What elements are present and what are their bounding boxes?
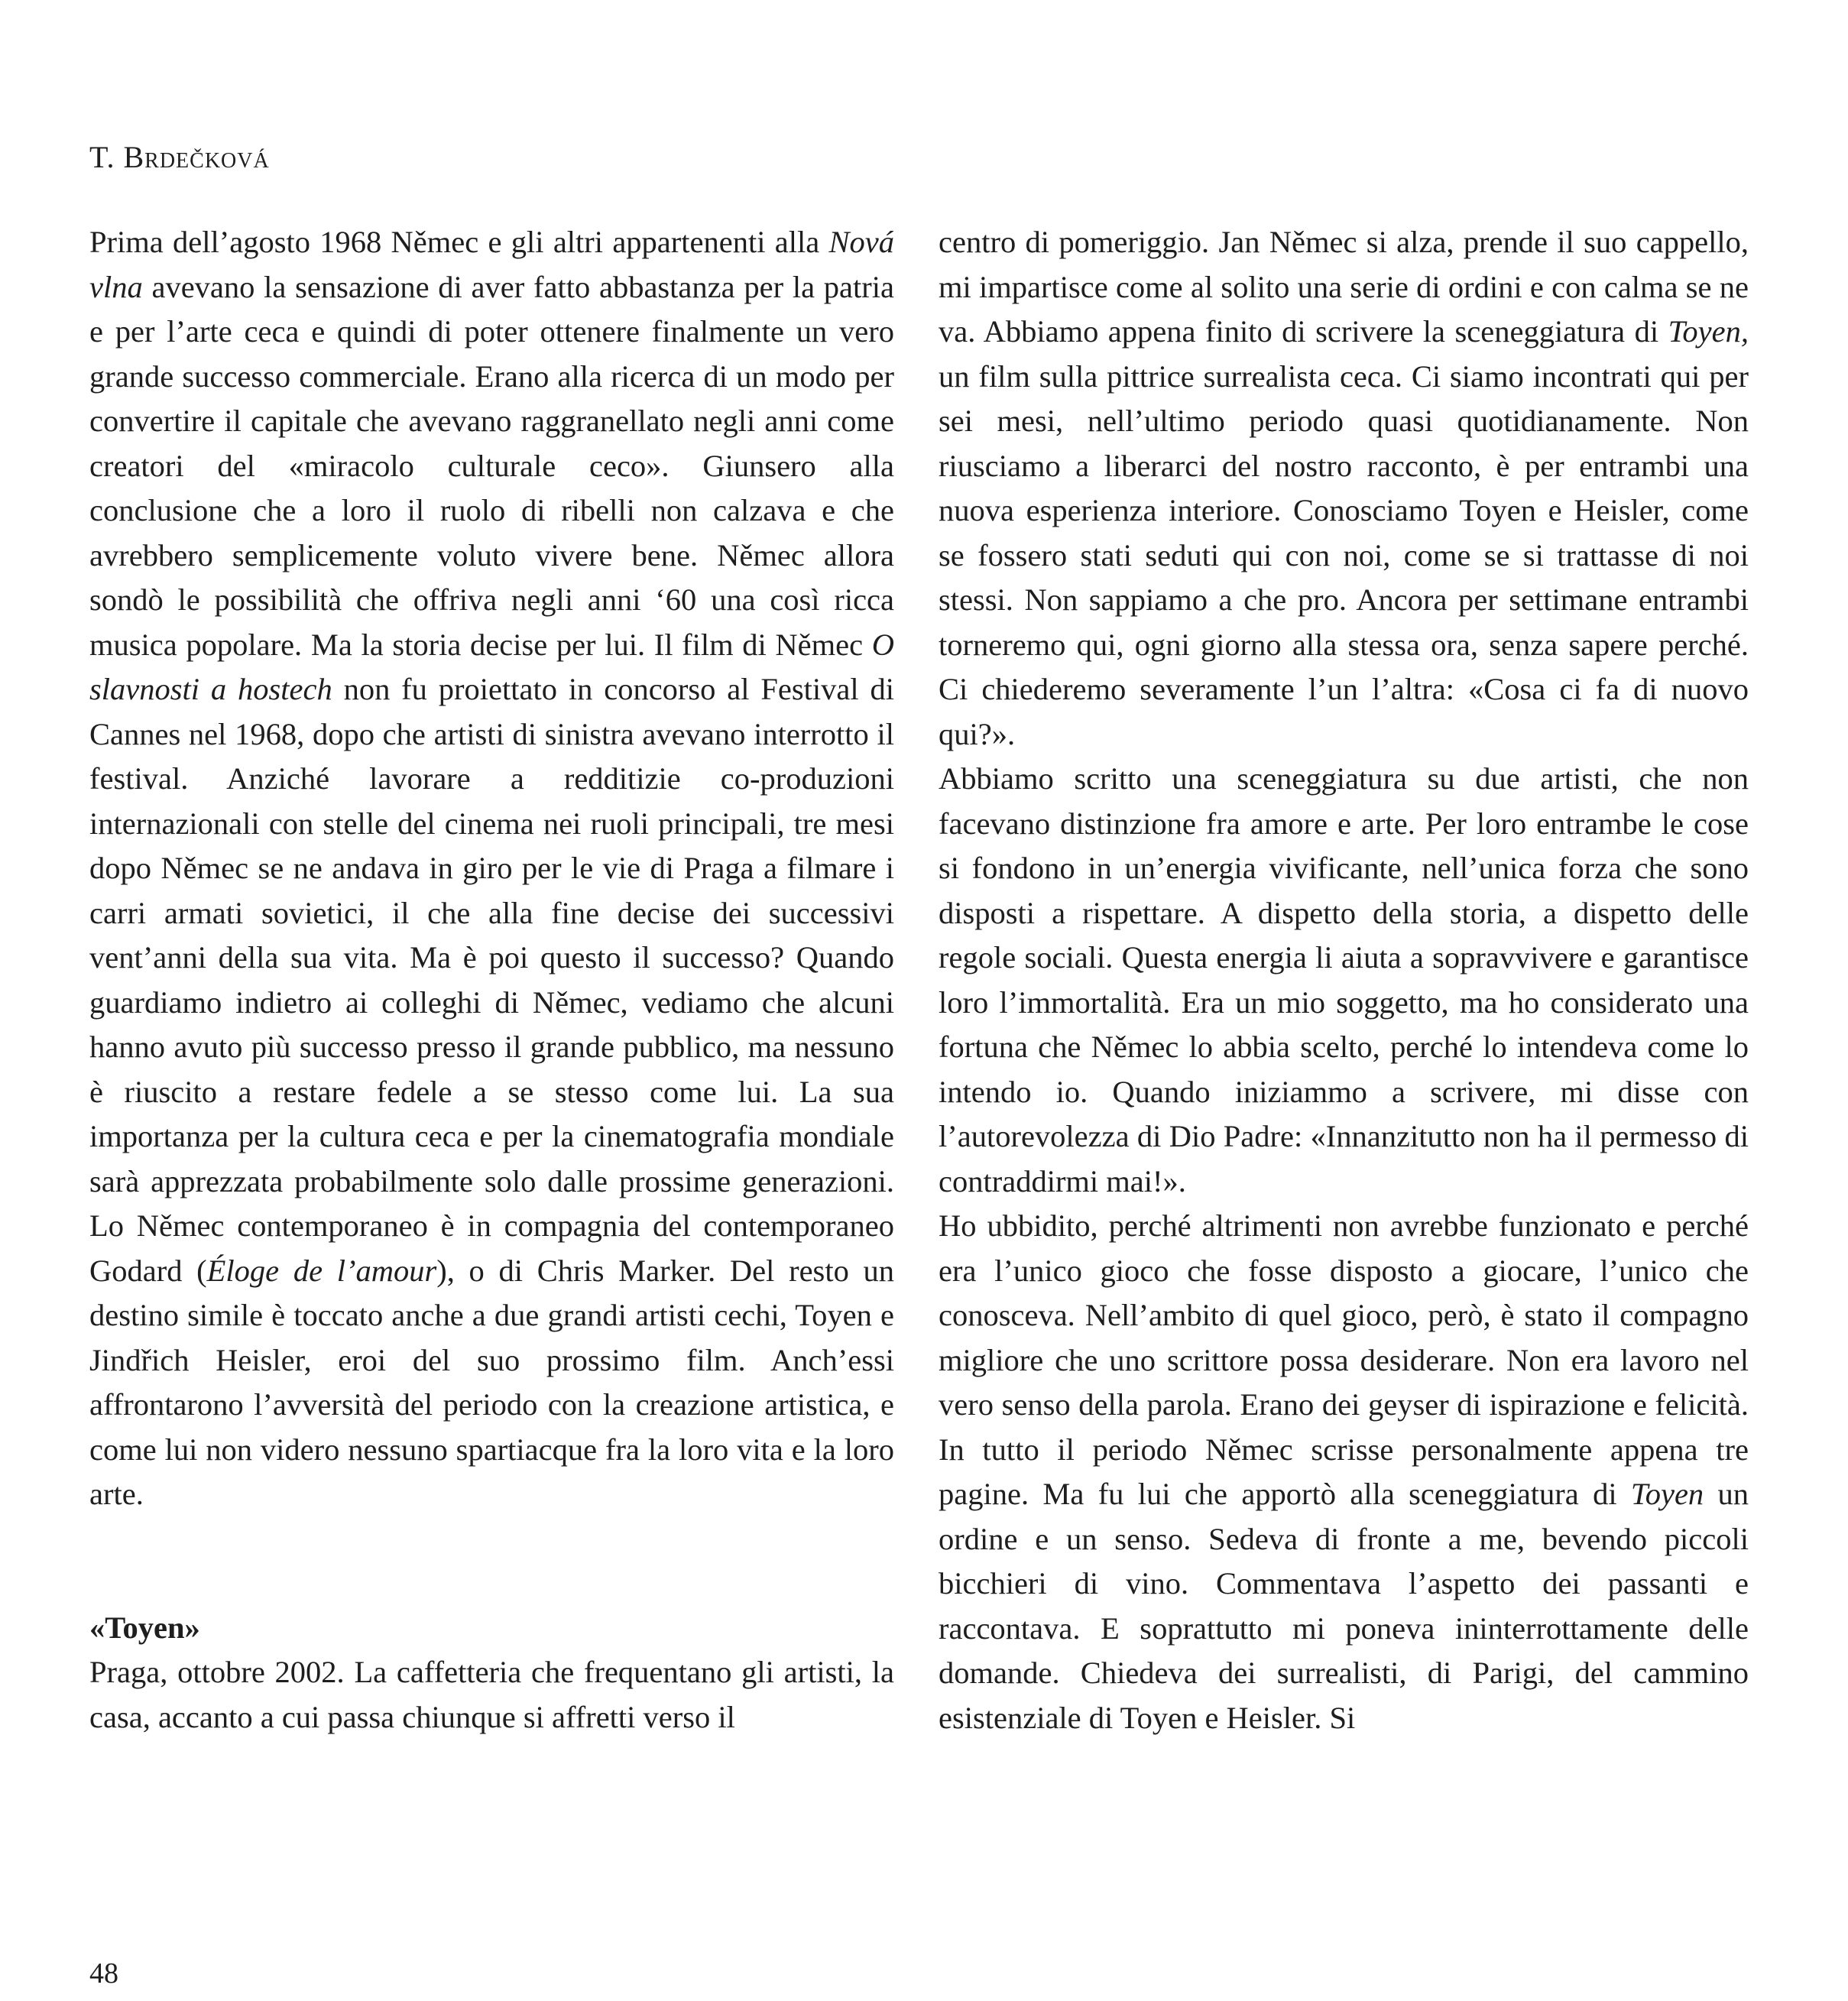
text-run: un film sulla pittrice surrealista ceca. Ci siamo incontrati qui per sei mesi, nell’ultimo periodo quasi quotidianamente. Non riusciamo a liberarci del nostro racconto, è per entrambi una nuova esperienza interiore. Conosciamo Toyen e Heisler, come se fossero stati seduti qui con noi, come se si trattasse di noi stessi. Non sappiamo a che pro. Ancora per settimane entrambi torneremo qui, ogni giorno alla stessa ora, senza sapere perché. Ci chiederemo severamente l’un l’altra: «Cosa ci fa di nuovo qui?». xyxy=(939,358,1749,751)
right-column xyxy=(939,220,1749,1740)
page-number: 48 xyxy=(89,1957,118,1990)
text-run: Prima dell’agosto 1968 Němec e gli altri appartenenti alla xyxy=(89,225,829,259)
text-run: Ho ubbidito, perché altrimenti non avrebbe funzionato e perché era l’unico gioco che fosse disposto a giocare, l’unico che conosceva. Nell’ambito di quel gioco, però, è stato il compagno migliore che uno scrittore possa desiderare. Non era lavoro nel vero senso della parola. Erano dei geyser di ispirazione e felicità. In tutto il periodo Němec scrisse personalmente appena tre pagine. Ma fu lui che apportò alla sceneggiatura di xyxy=(939,1208,1749,1511)
text-run: non fu proiettato in concorso al Festival di Cannes nel 1968, dopo che artisti di sinistra avevano interrotto il festival. Anziché lavorare a redditizie co-produzioni internazionali con stelle del cinema nei ruoli principali, tre mesi dopo Němec se ne andava in giro per le vie di Praga a filmare i carri armati sovietici, il che alla fine decise dei successivi vent’anni della sua vita. Ma è poi questo il successo? Quando guardiamo indietro ai colleghi di Němec, vediamo che alcuni hanno avuto più successo presso il grande pubblico, ma nessuno è riuscito a restare fedele a se stesso come lui. La sua importanza per la cultura ceca e per la cinematografia mondiale sarà apprezzata probabilmente solo dalle prossime generazioni. Lo Němec contemporaneo è in compagnia del contemporaneo Godard ( xyxy=(89,672,894,1288)
italic-title: O slavnosti a hostech xyxy=(89,627,894,706)
paragraph: Abbiamo scritto una sceneggiatura su due artisti, che non facevano distinzione fra amore e arte. Per loro entrambe le cose si fondono in un’energia vivificante, nell’unica forza che sono disposti a rispettare. A dispetto della storia, a dispetto delle regole sociali. Questa energia li aiuta a sopravvivere e garantisce loro l’immortalità. Era un mio soggetto, ma ho considerato una fortuna che Němec lo abbia scelto, perché lo intendeva come lo intendo io. Quando iniziammo a scrivere, mi disse con l’autorevolezza di Dio Padre: «Innanzitutto non ha il permesso di contraddirmi mai!». xyxy=(939,761,1749,1198)
italic-title: Toyen, xyxy=(1668,314,1749,349)
paragraph: Praga, ottobre 2002. La caffetteria che frequentano gli artisti, la casa, accanto a cui passa chiunque si affretti verso il xyxy=(89,1655,894,1734)
text-run: ), o di Chris Marker. Del resto un destino simile è toccato anche a due grandi artisti cechi, Toyen e Jindřich Heisler, eroi del suo prossimo film. Anch’essi affrontarono l’avversità del periodo con la creazione artistica, e come lui non videro nessuno spartiacque fra la loro vita e la loro arte. xyxy=(89,1253,895,1511)
italic-title: Toyen xyxy=(1630,1477,1704,1511)
left-column xyxy=(89,220,894,1740)
italic-title: Éloge de l’amour xyxy=(206,1253,437,1288)
section-heading: «Toyen» xyxy=(89,1610,200,1645)
text-run: un ordine e un senso. Sedeva di fronte a me, bevendo piccoli bicchieri di vino. Commentava l’aspetto dei passanti e raccontava. E soprattutto mi poneva ininterrottamente delle domande. Chiedeva dei surrealisti, di Parigi, del cammino esistenziale di Toyen e Heisler. Si xyxy=(939,1477,1749,1735)
italic-title: Nová vlna xyxy=(89,225,894,304)
paragraph xyxy=(89,220,894,1517)
text-run: centro di pomeriggio. Jan Němec si alza, prende il suo cappello, mi impartisce come al solito una serie di ordini e con calma se ne va. Abbiamo appena finito di scrivere la sceneggiatura di xyxy=(939,225,1749,349)
running-head: T. Brdečková xyxy=(89,140,270,174)
paragraph xyxy=(939,220,1749,757)
paragraph xyxy=(939,1204,1749,1740)
text-run: avevano la sensazione di aver fatto abbastanza per la patria e per l’arte ceca e quindi di poter ottenere finalmente un vero grande successo commerciale. Erano alla ricerca di un modo per convertire il capitale che avevano raggranellato negli anni come creatori del «miracolo culturale ceco». Giunsero alla conclusione che a loro il ruolo di ribelli non calzava e che avrebbero semplicemente voluto vivere bene. Němec allora sondò le possibilità che offriva negli anni ‘60 una così ricca musica popolare. Ma la storia decise per lui. Il film di Němec xyxy=(89,269,894,662)
